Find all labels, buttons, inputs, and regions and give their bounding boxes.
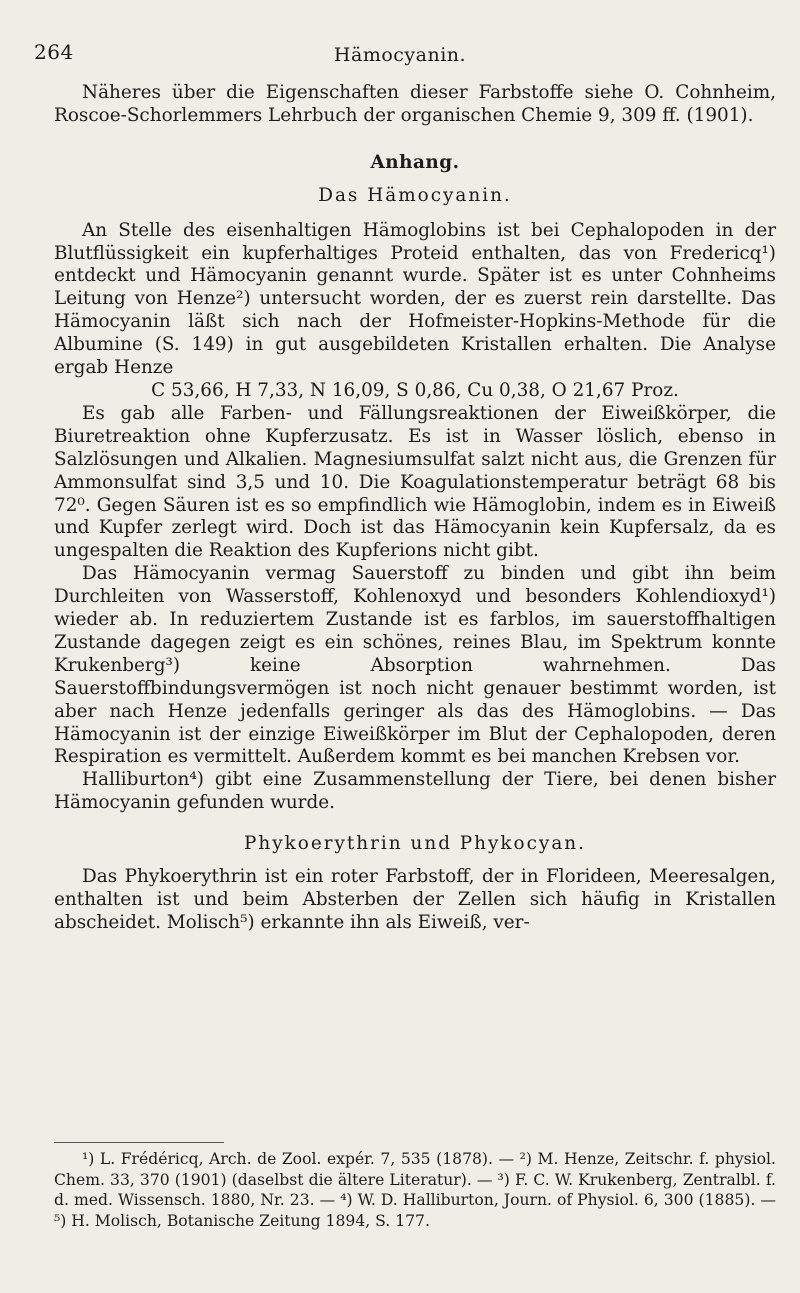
paragraph-2: Es gab alle Farben- und Fällungsreaktionen der Eiweißkörper, die Biuretreaktion ohne Kupferzusatz. Es ist in Wasser löslich, ebenso in Salzlösungen und Alkalien. Magnesiumsulfat salzt nicht aus, die Grenzen für Ammonsulfat sind 3,5 und 10. Die Koagulationstemperatur beträgt 68 bis 72⁰. Gegen Säuren ist es so empfindlich wie Hämoglobin, indem es in Eiweiß und Kupfer zerlegt wird. Doch ist das Hämocyanin kein Kupfersalz, da es ungespalten die Reaktion des Kupferions nicht gibt. (54, 402, 776, 562)
analysis-line: C 53,66, H 7,33, N 16,09, S 0,86, Cu 0,38, O 21,67 Proz. (151, 379, 679, 401)
intro-paragraph: Näheres über die Eigenschaften dieser Farbstoffe siehe O. Cohnheim, Roscoe-Schorlemmers Lehrbuch der organischen Chemie 9, 309 ff. (1901). (54, 82, 776, 126)
heading-anhang: Anhang. (370, 151, 460, 173)
paragraph-5: Das Phykoerythrin ist ein roter Farbstoff, der in Florideen, Meeresalgen, enthalten ist und beim Absterben der Zellen sich häufig in Kristallen abscheidet. Molisch⁵) erkannte ihn als Eiweiß, ver- (54, 866, 776, 933)
page-header (0, 40, 800, 74)
footnotes (54, 1149, 776, 1231)
heading-haemocyanin: Das Hämocyanin. (318, 184, 512, 206)
paragraph-1: An Stelle des eisenhaltigen Hämoglobins ist bei Cephalopoden in der Blutflüssigkeit ein kupferhaltiges Proteid enthalten, das von Fredericq¹) entdeckt und Hämocyanin genannt wurde. Später ist es unter Cohnheims Leitung von Henze²) untersucht worden, der es zuerst rein darstellte. Das Hämocyanin läßt sich nach der Hofmeister-Hopkins-Methode für die Albumine (S. 149) in gut ausgebildeten Kristallen erhalten. Die Analyse ergab Henze (54, 219, 776, 379)
paragraph-4: Halliburton⁴) gibt eine Zusammenstellung der Tiere, bei denen bisher Hämocyanin gefunden wurde. (54, 769, 776, 814)
paragraph-3: Das Hämocyanin vermag Sauerstoff zu binden und gibt ihn beim Durchleiten von Wasserstoff, Kohlenoxyd und besonders Kohlendioxyd¹) wieder ab. In reduziertem Zustande ist es farblos, im sauerstoffhaltigen Zustande dagegen zeigt es ein schönes, reines Blau, im Spektrum konnte Krukenberg³) keine Absorption wahrnehmen. Das Sauerstoffbindungsvermögen ist noch nicht genauer bestimmt worden, ist aber nach Henze jedenfalls geringer als das des Hämoglobins. — Das Hämocyanin ist der einzige Eiweißkörper im Blut der Cephalopoden, deren Respiration es vermittelt. Außerdem kommt es bei manchen Krebsen vor. (54, 563, 776, 768)
running-title: Hämocyanin. (333, 44, 467, 66)
footnote-text: ¹) L. Frédéricq, Arch. de Zool. expér. 7, 535 (1878). — ²) M. Henze, Zeitschr. f. physiol. Chem. 33, 370 (1901) (daselbst die ältere Literatur). — ³) F. C. W. Krukenberg, Zentralbl. f. d. med. Wissensch. 1880, Nr. 23. — ⁴) W. D. Halliburton, Journ. of Physiol. 6, 300 (1885). — ⁵) H. Molisch, Botanische Zeitung 1894, S. 177. (54, 1150, 776, 1230)
heading-phyko: Phykoerythrin und Phykocyan. (244, 833, 586, 855)
footnote-rule (54, 1142, 224, 1143)
page-number: 264 (34, 40, 74, 64)
main-text (54, 82, 776, 935)
